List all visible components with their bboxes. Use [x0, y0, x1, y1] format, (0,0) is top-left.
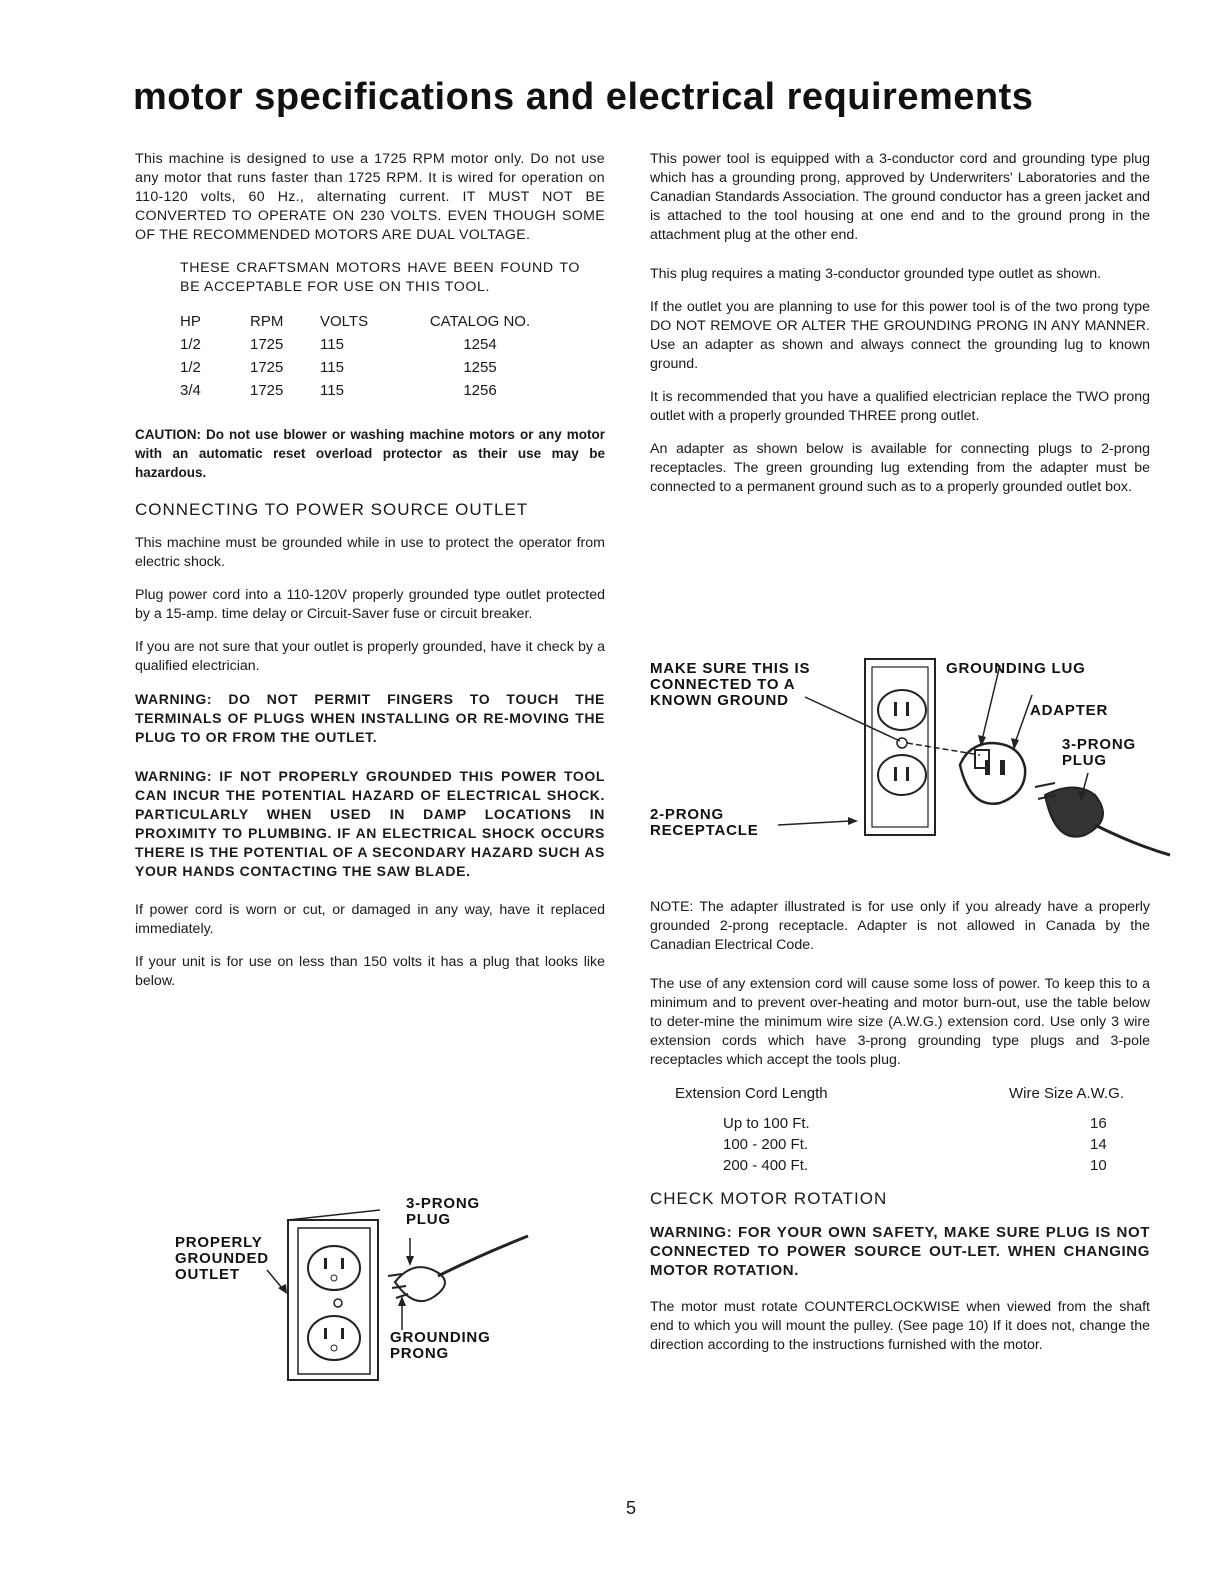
- intro-paragraph: This machine is designed to use a 1725 RPM motor only. Do not use any motor that runs faster than 1725 RPM. It is wired for operation on 110-120 volts, 60 Hz., alternating current. IT MUST NOT BE CONVERTED TO OPERATE ON 230 VOLTS. EVEN THOUGH SOME OF THE RECOMMENDED MOTORS ARE DUAL VOLTAGE.: [135, 151, 605, 243]
- motor-catalog: 1256: [463, 382, 497, 399]
- table-row: [675, 1135, 1125, 1156]
- motor-hp: 1/2: [180, 359, 201, 376]
- right-column-lower: [650, 898, 1150, 1369]
- motor-table: [180, 311, 545, 403]
- grounded-outlet-illustration: [170, 1190, 570, 1390]
- motor-volts: 115: [320, 359, 344, 376]
- cord-length: 200 - 400 Ft.: [723, 1157, 809, 1174]
- warning-grounding: WARNING: IF NOT PROPERLY GROUNDED THIS POWER TOOL CAN INCUR THE POTENTIAL HAZARD OF ELECTRICAL SHOCK. PARTICULARLY WHEN USED IN DAMP LOCATIONS IN PROXIMITY TO PLUMBING. IF AN ELECTRICAL SHOCK OCCURS THERE IS THE POTENTIAL OF A SECONDARY HAZARD SUCH AS YOUR HANDS CONTACTING THE SAW BLADE.: [135, 768, 605, 879]
- make-sure-label: MAKE SURE THIS IS CONNECTED TO A KNOWN GROUND: [650, 660, 811, 709]
- cord-description-paragraph: This power tool is equipped with a 3-conductor cord and grounding type plug which has a grounding prong, approved by Underwriters' Laboratories and the Canadian Standards Association. The ground conductor has a green jacket and is attached to the tool housing at one end and to the ground prong in the attachment plug at the other end.: [650, 151, 1150, 243]
- outlet-label: PROPERLY GROUNDED OUTLET: [175, 1234, 269, 1283]
- motor-rpm: 1725: [250, 382, 284, 399]
- motor-rpm: 1725: [250, 336, 284, 353]
- page-title: motor specifications and electrical requirements: [133, 76, 1034, 118]
- plug-voltage-paragraph: If your unit is for use on less than 150 volts it has a plug that looks like below.: [135, 954, 605, 989]
- electrician-paragraph: It is recommended that you have a qualified electrician replace the TWO prong outlet with a properly grounded THREE prong outlet.: [650, 389, 1150, 424]
- mating-outlet-paragraph: This plug requires a mating 3-conductor grounded type outlet as shown.: [650, 266, 1102, 282]
- grounded-outlet-figure: [170, 1190, 570, 1390]
- cord-table-header: [675, 1084, 1125, 1114]
- motor-table-header: [180, 311, 545, 334]
- table-row: [180, 380, 545, 403]
- table-row: [675, 1156, 1125, 1177]
- motor-rpm: 1725: [250, 359, 284, 376]
- motor-volts: 115: [320, 336, 344, 353]
- cord-header-wire: Wire Size A.W.G.: [1009, 1085, 1125, 1102]
- motor-header-hp: HP: [180, 313, 201, 330]
- section-heading-motor-rotation: CHECK MOTOR ROTATION: [650, 1189, 888, 1208]
- adapter-figure: [650, 655, 1160, 865]
- motor-catalog: 1255: [463, 359, 497, 376]
- motor-catalog: 1254: [463, 336, 497, 353]
- craftsman-motors-note: THESE CRAFTSMAN MOTORS HAVE BEEN FOUND TO BE ACCEPTABLE FOR USE ON THIS TOOL.: [180, 260, 580, 295]
- prong-label: GROUNDING PRONG: [390, 1329, 491, 1362]
- motor-header-volts: VOLTS: [320, 313, 369, 330]
- adapter-paragraph: An adapter as shown below is available for connecting plugs to 2-prong receptacles. The green grounding lug extending from the adapter must be connected to a permanent ground such as to a properly grounded outlet box.: [650, 441, 1150, 495]
- motor-header-catalog: CATALOG NO.: [429, 313, 531, 330]
- extension-cord-paragraph: The use of any extension cord will cause some loss of power. To keep this to a minimum and to prevent over-heating and motor burn-out, use the table below to deter-mine the minimum wire size (A.W.G.) extension cord. Use only 3 wire extension cords which have 3-prong grounding type plugs and 3-pole receptacles which accept the tools plug.: [650, 976, 1150, 1068]
- table-row: [180, 357, 545, 380]
- motor-hp: 3/4: [180, 382, 201, 399]
- receptacle-label: 2-PRONG RECEPTACLE: [650, 806, 759, 839]
- table-row: [675, 1114, 1125, 1135]
- plug-cord-paragraph: Plug power cord into a 110-120V properly grounded type outlet protected by a 15-amp. time delay or Circuit-Saver fuse or circuit breaker.: [135, 587, 605, 622]
- two-prong-paragraph: If the outlet you are planning to use for this power tool is of the two prong type DO NOT REMOVE OR ALTER THE GROUNDING PRONG IN ANY MANNER. Use an adapter as shown and always connect the grounding lug to known ground.: [650, 299, 1150, 372]
- cord-length: 100 - 200 Ft.: [723, 1136, 809, 1153]
- damaged-cord-paragraph: If power cord is worn or cut, or damaged in any way, have it replaced immediately.: [135, 902, 605, 937]
- warning-rotation: WARNING: FOR YOUR OWN SAFETY, MAKE SURE PLUG IS NOT CONNECTED TO POWER SOURCE OUT-LET. WHEN CHANGING MOTOR ROTATION.: [650, 1224, 1150, 1279]
- motor-hp: 1/2: [180, 336, 201, 353]
- outlet-check-paragraph: If you are not sure that your outlet is properly grounded, have it check by a qualified electrician.: [135, 639, 605, 674]
- rotation-paragraph: The motor must rotate COUNTERCLOCKWISE when viewed from the shaft end to which you will mount the pulley. (See page 10) If it does not, change the direction according to the instructions furnished with the motor.: [650, 1299, 1150, 1353]
- extension-cord-table: [675, 1084, 1125, 1177]
- right-column: [650, 150, 1150, 511]
- adapter-note: NOTE: The adapter illustrated is for use only if you already have a properly grounded 2-prong receptacle. Adapter is not allowed in Canada by the Canadian Electrical Code.: [650, 899, 1150, 953]
- grounding-paragraph: This machine must be grounded while in use to protect the operator from electric shock.: [135, 535, 605, 570]
- cord-wire-size: 10: [1090, 1157, 1107, 1174]
- cord-length: Up to 100 Ft.: [723, 1115, 810, 1132]
- cord-wire-size: 16: [1090, 1115, 1107, 1132]
- caution-paragraph: CAUTION: Do not use blower or washing machine motors or any motor with an automatic reset overload protector as their use may be hazardous.: [135, 427, 605, 480]
- warning-fingers: WARNING: DO NOT PERMIT FINGERS TO TOUCH THE TERMINALS OF PLUGS WHEN INSTALLING OR RE-MOVING THE PLUG TO OR FROM THE OUTLET.: [135, 691, 605, 745]
- motor-volts: 115: [320, 382, 344, 399]
- grounding-lug-label: GROUNDING LUG: [946, 660, 1086, 677]
- motor-header-rpm: RPM: [250, 313, 284, 330]
- left-column: [135, 150, 605, 1005]
- adapter-label: ADAPTER: [1030, 702, 1109, 719]
- section-heading-power-source: CONNECTING TO POWER SOURCE OUTLET: [135, 500, 529, 519]
- page-number: 5: [626, 1498, 637, 1518]
- plug-label: 3-PRONG PLUG: [406, 1195, 480, 1228]
- cord-wire-size: 14: [1090, 1136, 1107, 1153]
- table-row: [180, 334, 545, 357]
- cord-header-length: Extension Cord Length: [675, 1085, 828, 1102]
- three-prong-plug-label: 3-PRONG PLUG: [1062, 736, 1136, 769]
